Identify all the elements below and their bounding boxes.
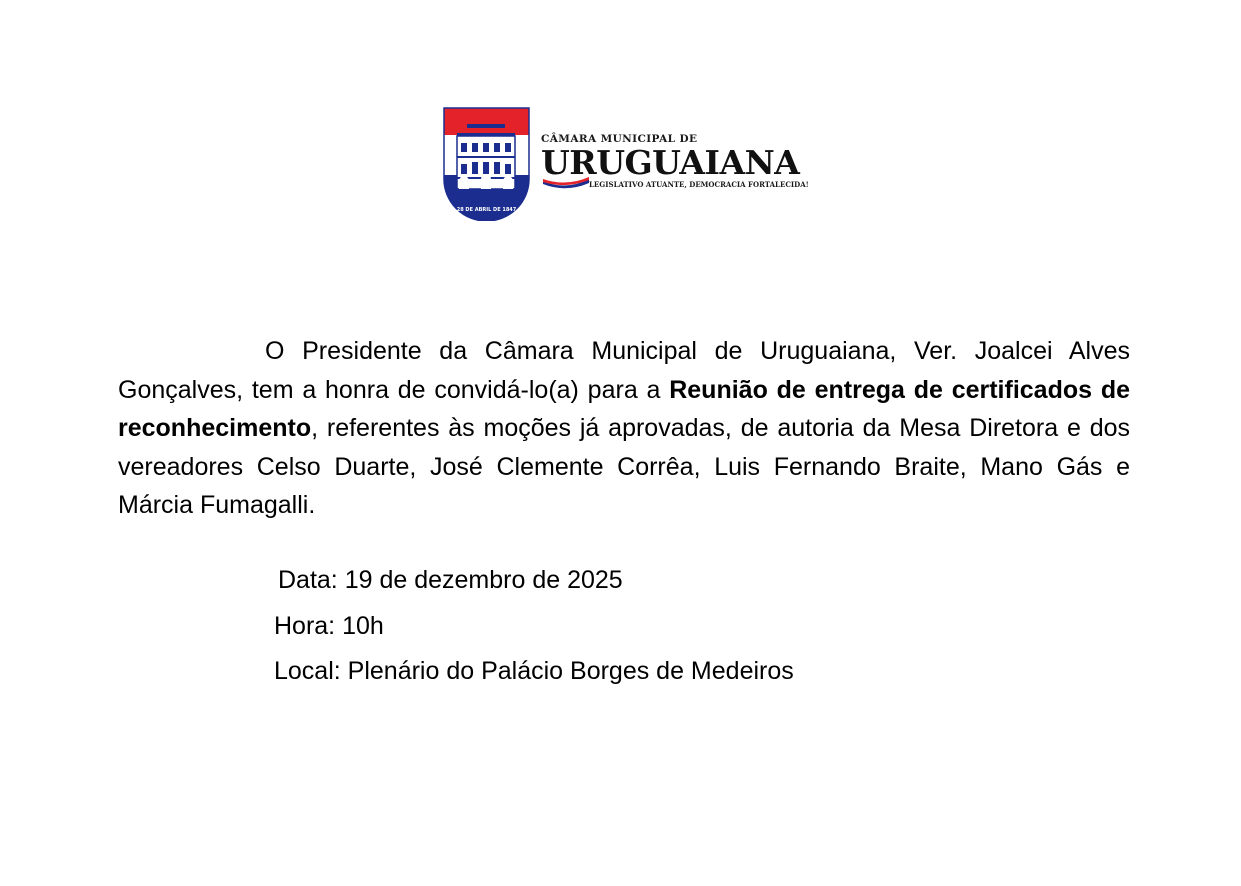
event-location: Local: Plenário do Palácio Borges de Medeiros [274, 657, 794, 685]
invitation-intro: O Presidente da Câmara Municipal de Uruguaiana, Ver. Joalcei Alves Gonçalves, tem a honra de convidá-lo(a) para a [118, 337, 1130, 404]
invitation-highlight: Reunião de entrega de certificados de reconhecimento [118, 375, 1130, 442]
org-name: URUGUAIANA [541, 143, 800, 182]
camara-logo [443, 107, 815, 221]
camara-crest-icon [443, 107, 530, 221]
logo-swoosh-icon [541, 177, 591, 191]
seal-text: 28 DE ABRIL DE 1847 [456, 207, 517, 213]
event-date: Data: 19 de dezembro de 2025 [278, 566, 623, 594]
org-prefix: CÂMARA MUNICIPAL DE [541, 133, 698, 145]
invitation-paragraph [118, 332, 1130, 525]
org-slogan: LEGISLATIVO ATUANTE, DEMOCRACIA FORTALECIDA! [589, 180, 809, 189]
invitation-outro: , referentes às moções já aprovadas, de autoria da Mesa Diretora e dos vereadores Celso Duarte, José Clemente Corrêa, Luis Fernando Braite, Mano Gás e Márcia Fumagalli. [118, 414, 1130, 519]
event-time: Hora: 10h [274, 612, 384, 640]
